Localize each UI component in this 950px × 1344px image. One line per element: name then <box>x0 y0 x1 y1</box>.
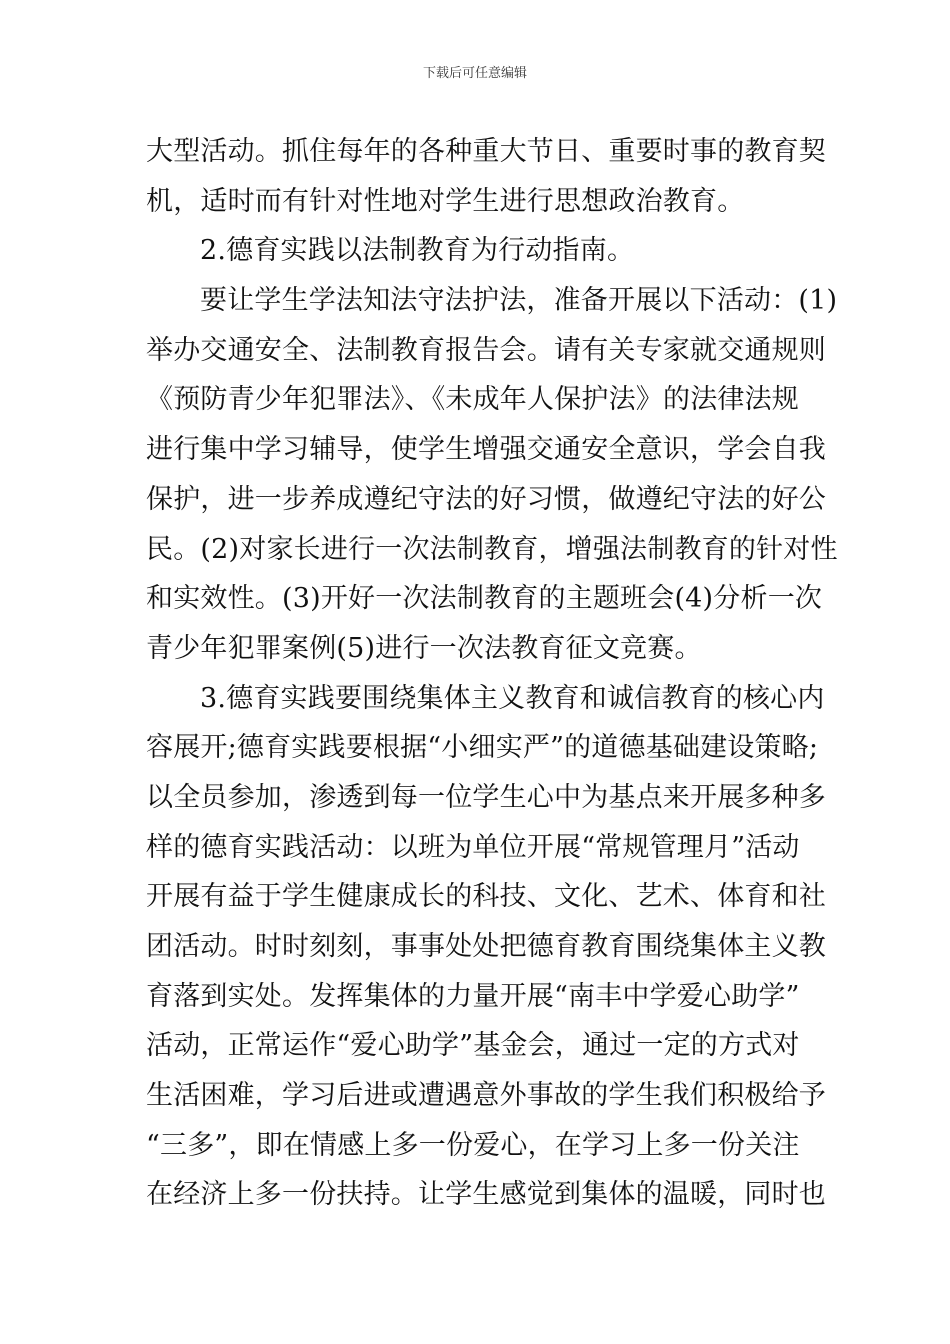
section-heading: 2.德育实践以法制教育为行动指南。 <box>200 235 635 267</box>
text-line: 《预防青少年犯罪法》、《未成年人保护法》的法律法规 <box>146 384 799 416</box>
text-line: 要让学生学法知法守法护法，准备开展以下活动：(1) <box>200 285 838 317</box>
page-header: 下载后可任意编辑 <box>422 66 527 81</box>
text-line: 进行集中学习辅导，使学生增强交通安全意识，学会自我 <box>146 434 826 466</box>
text-line: 和实效性。(3)开好一次法制教育的主题班会(4)分析一次 <box>146 583 823 615</box>
text-line: 在经济上多一份扶持。让学生感觉到集体的温暖，同时也 <box>146 1179 826 1211</box>
text-line: 团活动。时时刻刻，事事处处把德育教育围绕集体主义教 <box>146 931 826 962</box>
text-line: 样的德育实践活动：以班为单位开展“常规管理月”活动 <box>146 831 800 863</box>
text-line: 青少年犯罪案例(5)进行一次法教育征文竞赛。 <box>146 632 702 664</box>
text-line: “三多”，即在情感上多一份爱心，在学习上多一份关注 <box>146 1129 800 1161</box>
text-line: 以全员参加，渗透到每一位学生心中为基点来开展多种多 <box>146 781 826 813</box>
document-body <box>146 127 838 1220</box>
text-line: 民。(2)对家长进行一次法制教育，增强法制教育的针对性 <box>146 533 838 565</box>
text-line: 保护，进一步养成遵纪守法的好习惯，做遵纪守法的好公 <box>146 483 826 515</box>
text-line: 生活困难，学习后进或遭遇意外事故的学生我们积极给予 <box>146 1080 826 1112</box>
text-line: 举办交通安全、法制教育报告会。请有关专家就交通规则 <box>146 334 826 366</box>
text-line: 容展开;德育实践要根据“小细实严”的道德基础建设策略; <box>146 732 819 764</box>
text-line: 活动，正常运作“爱心助学”基金会，通过一定的方式对 <box>146 1030 800 1062</box>
text-line: 3.德育实践要围绕集体主义教育和诚信教育的核心内 <box>200 682 825 714</box>
text-line: 大型活动。抓住每年的各种重大节日、重要时事的教育契 <box>146 136 826 167</box>
text-line: 育落到实处。发挥集体的力量开展“南丰中学爱心助学” <box>146 980 800 1012</box>
text-line: 开展有益于学生健康成长的科技、文化、艺术、体育和社 <box>146 881 826 913</box>
text-line: 机，适时而有针对性地对学生进行思想政治教育。 <box>146 185 745 217</box>
